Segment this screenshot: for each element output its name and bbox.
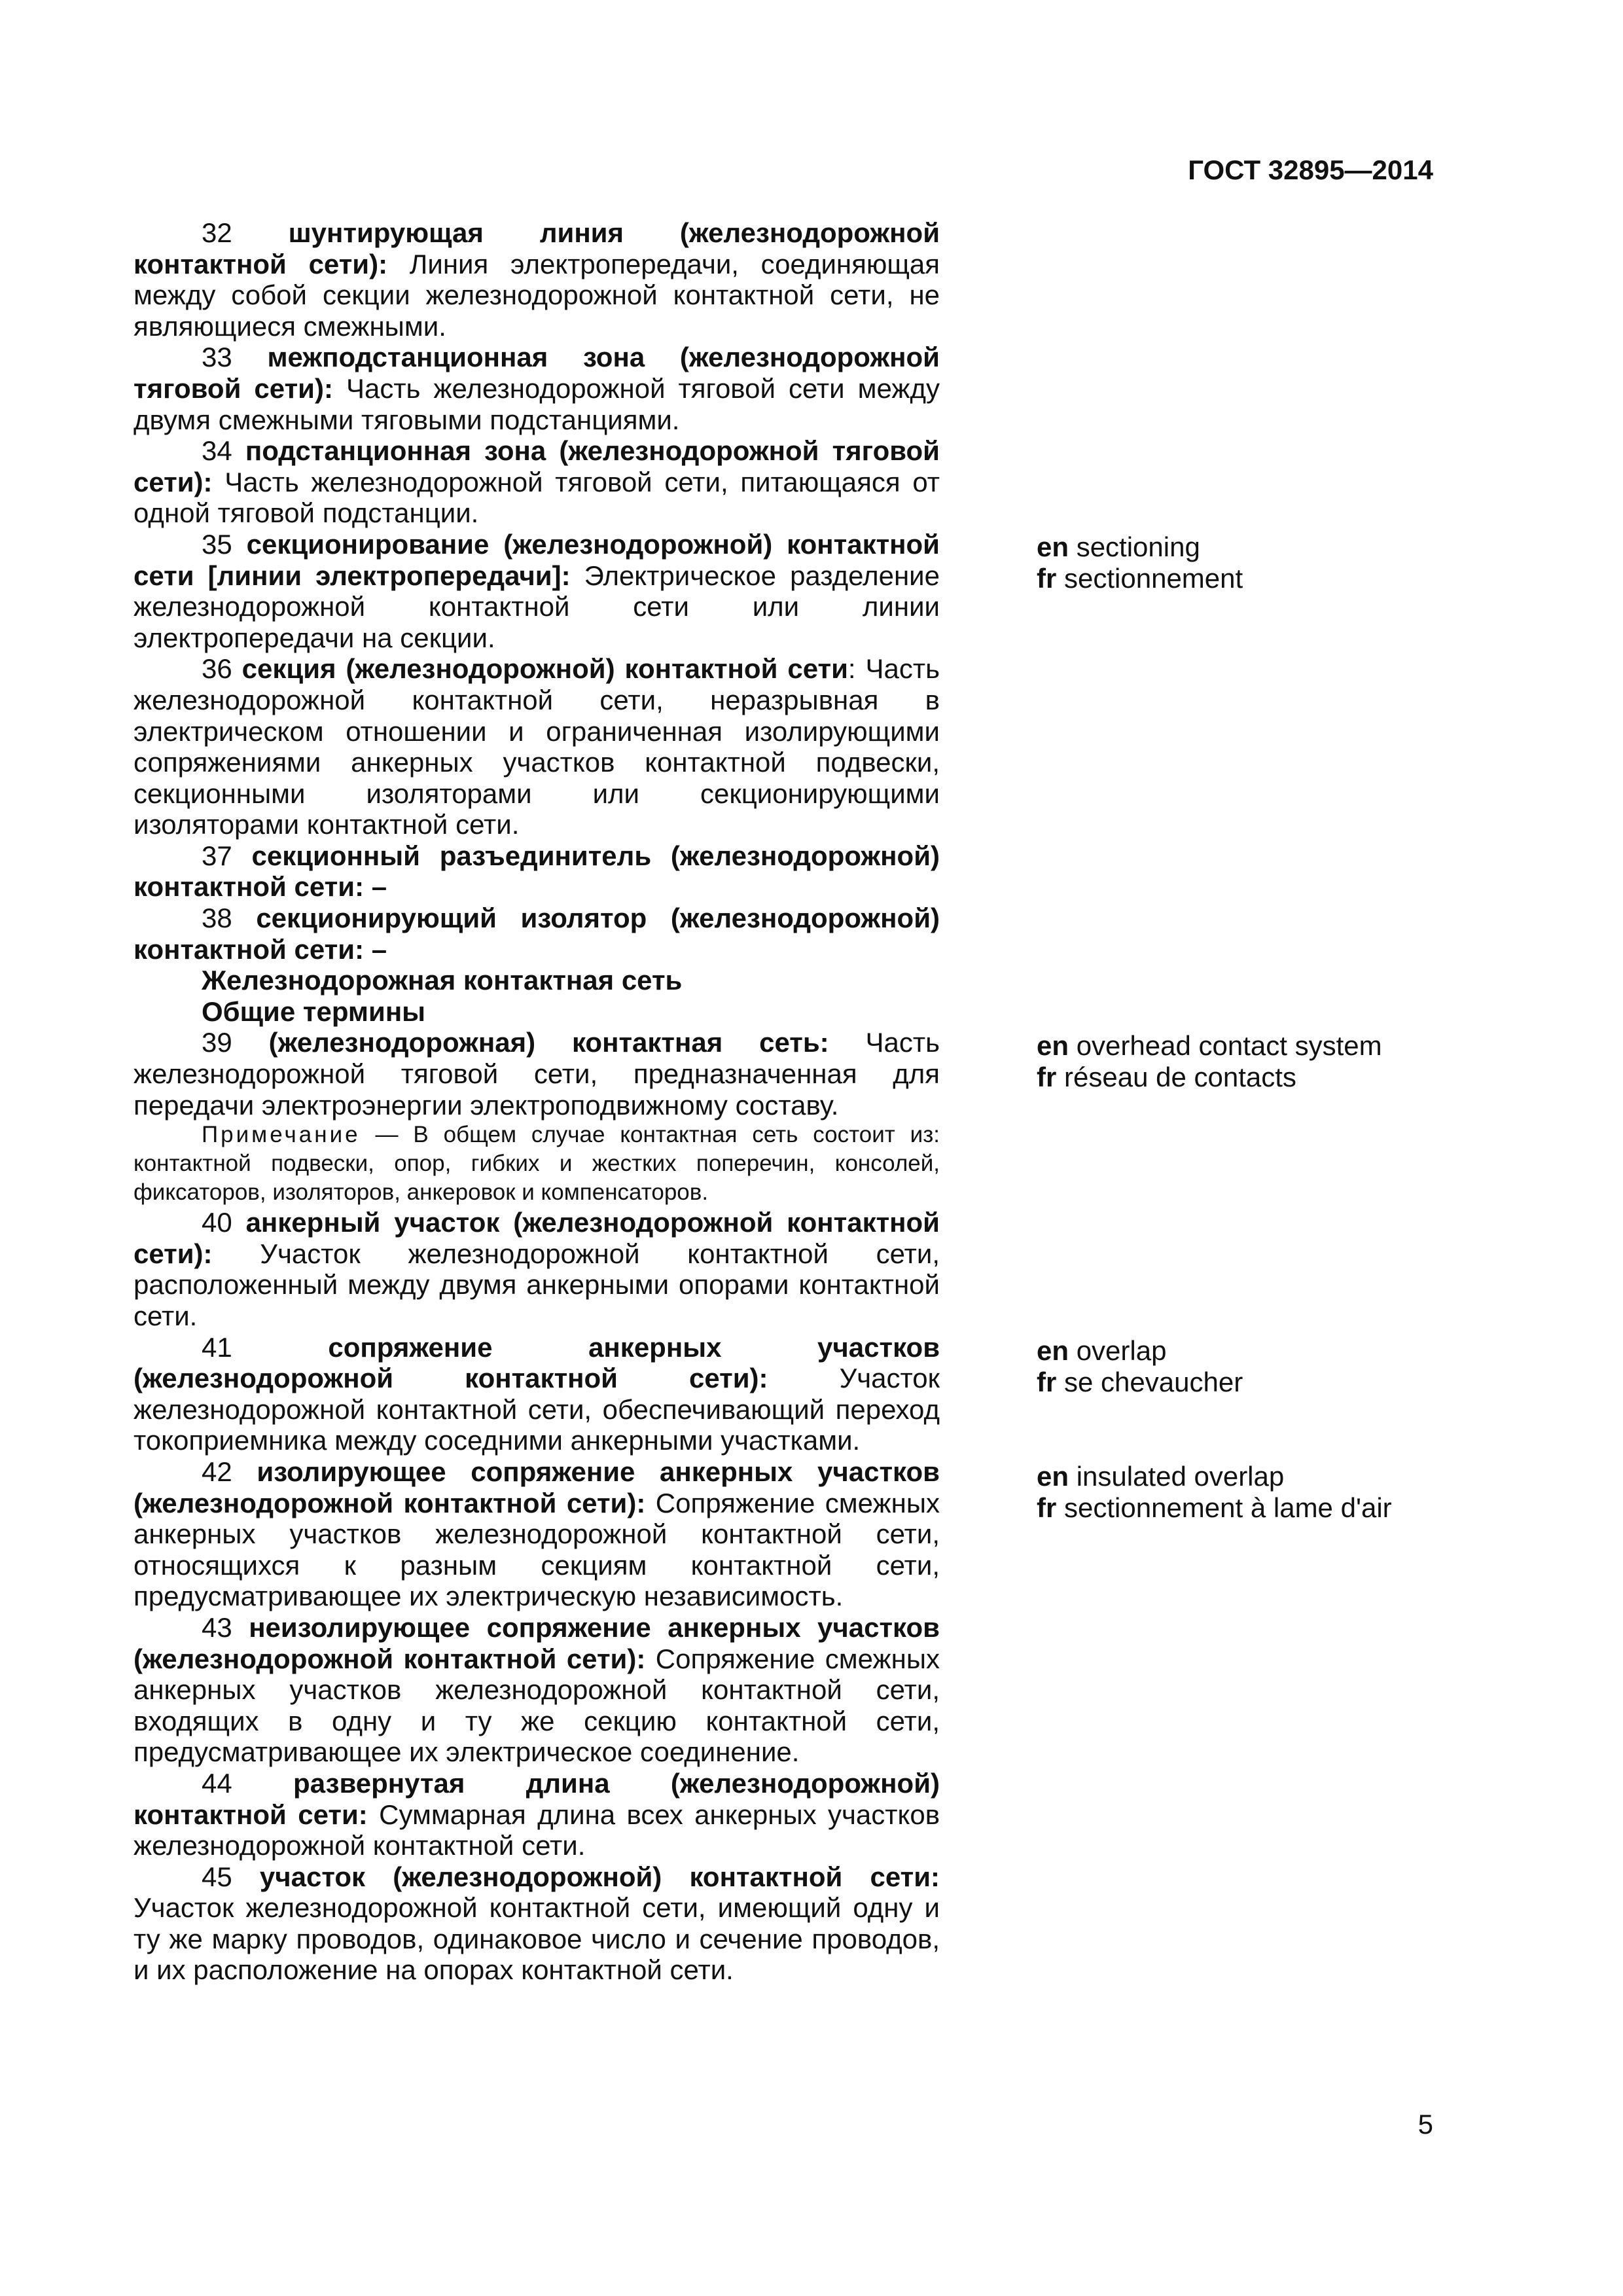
term-title: подстанционная зона (железнодорожной тяговой сети): xyxy=(134,435,940,497)
equivalent-text: sectioning xyxy=(1076,531,1200,562)
term-33 xyxy=(134,342,940,435)
section-heading: Железнодорожная контактная сеть xyxy=(202,965,683,996)
term-number: 40 xyxy=(202,1207,246,1238)
term-number: 32 xyxy=(202,217,289,248)
term-definition: Сопряжение смежных анкерных участков железнодорожной контактной сети, входящих в одну и ту же секцию контактной сети, предусматривающее их электрическое соединение. xyxy=(134,1643,940,1768)
page-number: 5 xyxy=(1418,2109,1433,2140)
term-definition: Линия электропередачи, соединяющая между собой секции железнодорожной контактной сети, не являющиеся смежными. xyxy=(134,248,940,342)
term-39 xyxy=(134,1027,940,1121)
term-definition: Часть железнодорожной тяговой сети между двумя смежными тяговыми подстанциями. xyxy=(134,372,940,435)
equivalent-en xyxy=(1037,1030,1429,1062)
equivalent-text: réseau de contacts xyxy=(1064,1061,1296,1092)
term-definition: Электрическое разделение железнодорожной контактной сети или линии электропередачи на секции. xyxy=(134,560,940,653)
term-number: 36 xyxy=(202,653,242,685)
term-definition: Участок железнодорожной контактной сети, имеющий одну и ту же марку проводов, одинаковое число и сечение проводов, и их расположение на опорах контактной сети. xyxy=(134,1892,940,1986)
term-number: 42 xyxy=(202,1456,257,1487)
note-label: Примечание xyxy=(202,1122,361,1148)
term-34 xyxy=(134,435,940,529)
equivalent-fr xyxy=(1037,1492,1429,1524)
term-number: 33 xyxy=(202,342,268,373)
subsection-heading: Общие термины xyxy=(202,996,426,1027)
term-title: межподстанционная зона (железнодорожной тяговой сети): xyxy=(134,342,940,404)
equivalents-term-42 xyxy=(1037,1461,1429,1523)
term-number: 37 xyxy=(202,840,252,871)
equivalents-term-35 xyxy=(1037,531,1429,594)
term-44 xyxy=(134,1768,940,1861)
term-definition: Суммарная длина всех анкерных участков железнодорожной контактной сети. xyxy=(134,1799,940,1861)
term-title: секционирование (железнодорожной) контактной сети [линии электропередачи]: xyxy=(134,528,940,591)
lang-code: fr xyxy=(1037,1492,1057,1523)
term-title: изолирующее сопряжение анкерных участков (железнодорожной контактной сети): xyxy=(134,1456,940,1518)
term-number: 41 xyxy=(202,1331,329,1363)
term-title: неизолирующее сопряжение анкерных участков (железнодорожной контактной сети): xyxy=(134,1611,940,1674)
term-title: сопряжение анкерных участков (железнодорожной контактной сети): xyxy=(134,1331,940,1394)
term-title: секционирующий изолятор (железнодорожной) контактной сети: – xyxy=(134,903,940,965)
lang-code: en xyxy=(1037,1461,1069,1492)
term-title: секция (железнодорожной) контактной сети xyxy=(241,653,848,685)
equivalent-text: insulated overlap xyxy=(1076,1461,1285,1492)
term-43 xyxy=(134,1612,940,1768)
equivalent-text: overlap xyxy=(1076,1335,1167,1366)
term-number: 39 xyxy=(202,1027,269,1058)
equivalent-text: overhead contact system xyxy=(1076,1030,1382,1061)
term-number: 34 xyxy=(202,435,245,467)
term-title: (железнодорожная) контактная сеть: xyxy=(268,1027,829,1058)
note-text: — В общем случае контактная сеть состоит из: контактной подвески, опор, гибких и жестких поперечин, консолей, фиксаторов, изоляторов, анкеровок и компенсаторов. xyxy=(134,1122,940,1206)
equivalent-en xyxy=(1037,1461,1429,1492)
standard-code: ГОСТ 32895—2014 xyxy=(1188,154,1433,185)
term-definition: Участок железнодорожной контактной сети, расположенный между двумя анкерными опорами контактной сети. xyxy=(134,1238,940,1331)
term-number: 43 xyxy=(202,1611,249,1643)
term-37 xyxy=(134,840,940,903)
equivalent-text: sectionnement à lame d'air xyxy=(1064,1492,1392,1523)
term-definition: Сопряжение смежных анкерных участков железнодорожной контактной сети, относящихся к разным секциям контактной сети, предусматривающее их электрическую независимость. xyxy=(134,1487,940,1612)
equivalents-term-39 xyxy=(1037,1030,1429,1092)
equivalent-text: sectionnement xyxy=(1064,562,1243,594)
term-definition: Часть железнодорожной тяговой сети, питающаяся от одной тяговой подстанции. xyxy=(134,466,940,529)
term-definition: Участок железнодорожной контактной сети, обеспечивающий переход токоприемника между соседними анкерными участками. xyxy=(134,1363,940,1456)
note xyxy=(134,1121,940,1207)
equivalent-en xyxy=(1037,1335,1429,1367)
term-title: шунтирующая линия (железнодорожной контактной сети): xyxy=(134,217,940,279)
term-32 xyxy=(134,217,940,342)
term-title: секционный разъединитель (железнодорожной) контактной сети: – xyxy=(134,840,940,903)
term-title: развернутая длина (железнодорожной) контактной сети: xyxy=(134,1767,940,1830)
term-36 xyxy=(134,653,940,840)
term-title: анкерный участок (железнодорожной контактной сети): xyxy=(134,1207,940,1269)
term-definition: : Часть железнодорожной контактной сети, неразрывная в электрическом отношении и ограниченная изолирующими сопряжениями анкерных участков контактной подвески, секционными изоляторами или секционирующими изоляторами контактной сети. xyxy=(134,653,940,840)
term-42 xyxy=(134,1456,940,1612)
term-number: 35 xyxy=(202,528,247,560)
lang-code: fr xyxy=(1037,562,1057,594)
term-38 xyxy=(134,903,940,965)
equivalents-term-41 xyxy=(1037,1335,1429,1397)
term-number: 44 xyxy=(202,1767,294,1799)
equivalent-en xyxy=(1037,531,1429,563)
lang-code: en xyxy=(1037,1030,1069,1061)
equivalent-fr xyxy=(1037,1062,1429,1093)
lang-code: en xyxy=(1037,1335,1069,1366)
term-35 xyxy=(134,529,940,653)
term-41 xyxy=(134,1332,940,1456)
term-40 xyxy=(134,1207,940,1331)
lang-code: fr xyxy=(1037,1366,1057,1397)
equivalent-text: se chevaucher xyxy=(1064,1366,1243,1397)
term-45 xyxy=(134,1861,940,1986)
term-title: участок (железнодорожной) контактной сети: xyxy=(259,1861,940,1892)
equivalent-fr xyxy=(1037,563,1429,594)
term-number: 38 xyxy=(202,903,257,934)
term-number: 45 xyxy=(202,1861,260,1892)
term-definition: Часть железнодорожной тяговой сети, предназначенная для передачи электроэнергии электроподвижному составу. xyxy=(134,1027,940,1121)
equivalent-fr xyxy=(1037,1367,1429,1398)
lang-code: en xyxy=(1037,531,1069,562)
lang-code: fr xyxy=(1037,1061,1057,1092)
terms-column xyxy=(134,217,940,1986)
